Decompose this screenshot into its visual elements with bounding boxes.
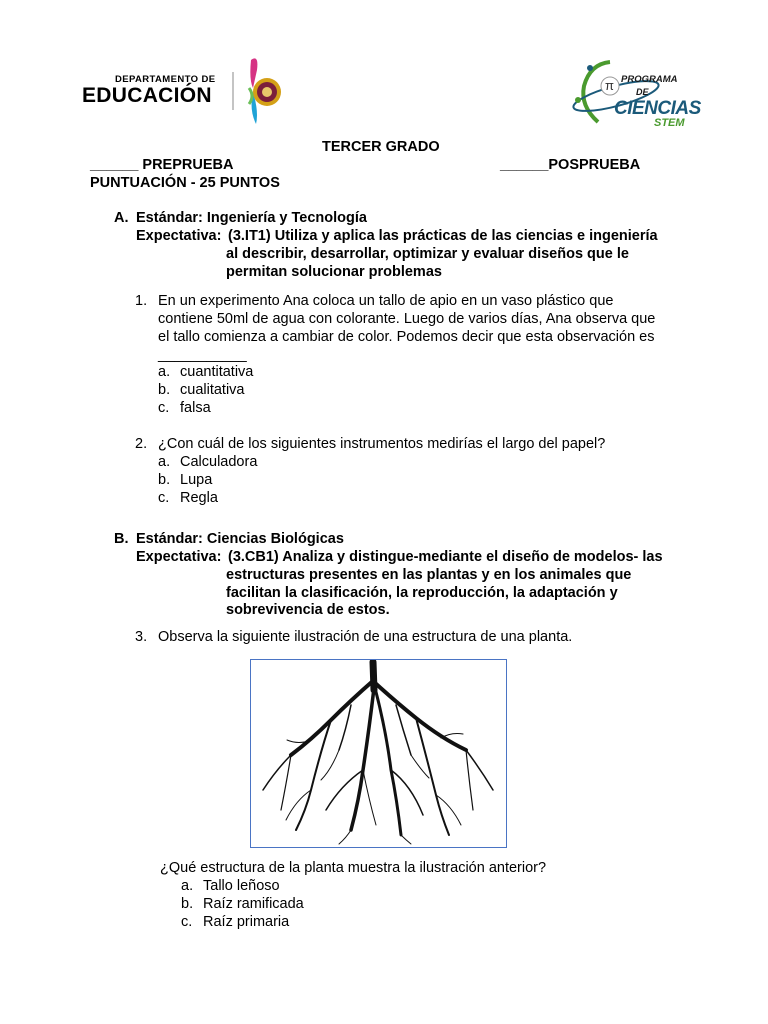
department-of-education-logo [82, 50, 292, 128]
option-text: Raíz primaria [203, 914, 290, 930]
q3-option-b [181, 896, 304, 913]
dept-logo-top-text: DEPARTAMENTO DE [115, 74, 216, 85]
stem-logo-line1: PROGRAMA [621, 74, 678, 85]
stem-program-logo [570, 56, 701, 136]
section-b-letter: B. [114, 531, 129, 547]
option-text: falsa [180, 400, 211, 416]
q1-text-line: el tallo comienza a cambiar de color. Podemos decir que esta observación es [158, 329, 655, 345]
option-letter: c. [158, 400, 170, 416]
option-text: Calculadora [180, 454, 258, 470]
q3-question: ¿Qué estructura de la planta muestra la ilustración anterior? [160, 860, 547, 876]
q3-option-a [181, 878, 280, 895]
option-letter: b. [158, 472, 171, 488]
q2-text: ¿Con cuál de los siguientes instrumentos medirías el largo del papel? [158, 436, 606, 452]
q1-number: 1. [135, 293, 148, 309]
section-a-expectation-line: (3.IT1) Utiliza y aplica las prácticas de las ciencias e ingeniería [228, 228, 658, 244]
q1-text-line: En un experimento Ana coloca un tallo de apio en un vaso plástico que [158, 293, 614, 309]
q1-answer-blank: ___________ [158, 347, 247, 363]
section-a-expectation-line: al describir, desarrollar, optimizar y evaluar diseños que le [226, 246, 629, 262]
dept-logo-main-text: EDUCACIÓN [82, 84, 212, 107]
q3-text: Observa la siguiente ilustración de una estructura de una planta. [158, 629, 573, 645]
q3-number: 3. [135, 629, 148, 645]
stem-logo-pi: π [605, 78, 614, 93]
option-letter: b. [181, 896, 194, 912]
option-letter: a. [158, 364, 171, 380]
section-b-expectation-line: estructuras presentes en las plantas y en los animales que [226, 567, 632, 583]
q2-option-b [158, 472, 212, 489]
grade-title: TERCER GRADO [322, 139, 440, 155]
section-b-expectation-label: Expectativa: [136, 549, 222, 565]
stem-logo-line4: STEM [654, 117, 685, 129]
option-text: Lupa [180, 472, 213, 488]
option-letter: a. [181, 878, 194, 894]
section-b-expectation-line: sobrevivencia de estos. [226, 602, 390, 618]
option-letter: b. [158, 382, 171, 398]
q1-option-b [158, 382, 244, 399]
q1-option-a [158, 364, 253, 381]
q2-option-a [158, 454, 257, 471]
section-b-expectation-line: (3.CB1) Analiza y distingue-mediante el diseño de modelos- las [228, 549, 663, 565]
section-b-standard: Estándar: Ciencias Biológicas [136, 531, 344, 547]
preprueba-label: ______ PREPRUEBA [90, 157, 234, 173]
government-seal-icon [229, 52, 289, 128]
option-text: cuantitativa [180, 364, 254, 380]
section-a-expectation-line: permitan solucionar problemas [226, 264, 442, 280]
q2-number: 2. [135, 436, 148, 452]
q1-option-c [158, 400, 211, 417]
option-letter: a. [158, 454, 171, 470]
option-letter: c. [181, 914, 193, 930]
section-a-standard: Estándar: Ingeniería y Tecnología [136, 210, 367, 226]
q1-text-line: contiene 50ml de agua con colorante. Luego de varios días, Ana observa que [158, 311, 656, 327]
stem-logo-line3: CIENCIAS [614, 98, 701, 119]
option-letter: c. [158, 490, 170, 506]
posprueba-label: ______POSPRUEBA [500, 157, 641, 173]
section-a-expectation-label: Expectativa: [136, 228, 222, 244]
option-text: Raíz ramificada [203, 896, 304, 912]
q3-option-c [181, 914, 289, 931]
option-text: cualitativa [180, 382, 245, 398]
stem-logo-line2: DE [636, 87, 649, 97]
option-text: Regla [180, 490, 218, 506]
option-text: Tallo leñoso [203, 878, 280, 894]
section-b-expectation-line: facilitan la clasificación, la reproducción, la adaptación y [226, 585, 618, 601]
q2-option-c [158, 490, 218, 507]
section-a-letter: A. [114, 210, 129, 226]
branched-root-icon [251, 660, 505, 846]
roots-illustration [250, 659, 507, 848]
score-label: PUNTUACIÓN - 25 PUNTOS [90, 175, 280, 191]
